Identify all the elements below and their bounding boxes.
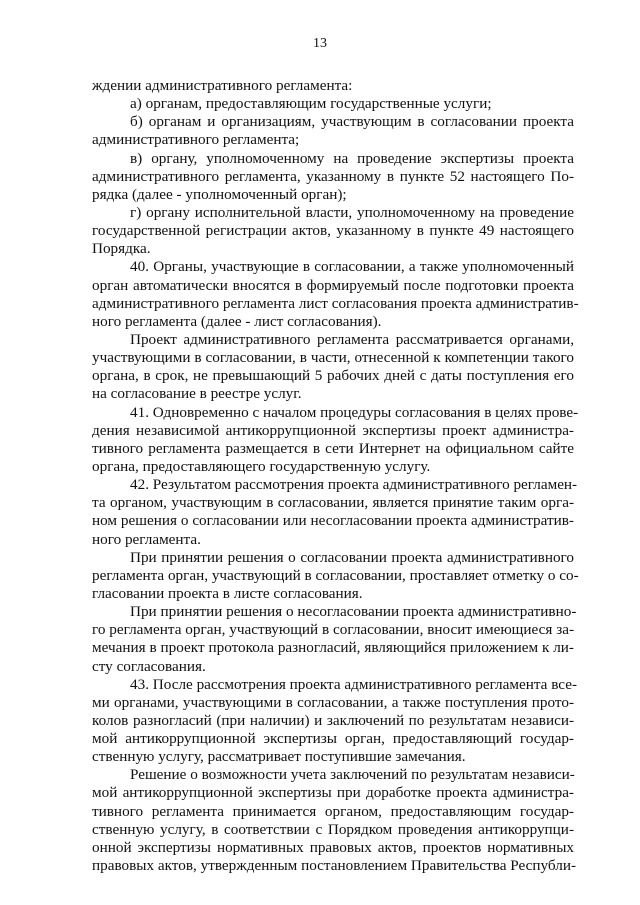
text-line: тивного регламента размещается в сети Интернет на официальном сайте — [92, 439, 574, 457]
text-line: государственной регистрации актов, указанному в пункте 49 настоящего — [92, 222, 574, 240]
text-line: орган автоматически вносятся в формируемый после подготовки проекта — [92, 276, 574, 294]
text-line: мой антикоррупционной экспертизы при доработке проекта администра- — [92, 784, 574, 802]
text-line: При принятии решения о согласовании проекта административного — [130, 548, 574, 566]
text-line: мечания в проект протокола разногласий, являющийся приложением к ли- — [92, 639, 574, 657]
text-line: 40. Органы, участвующие в согласовании, а также уполномоченный — [130, 258, 574, 276]
text-line: в) органу, уполномоченному на проведение экспертизы проекта — [130, 149, 574, 167]
text-line: а) органам, предоставляющим государственные услуги; — [130, 95, 492, 113]
text-line: тивного регламента принимается органом, предоставляющим государ- — [92, 802, 574, 820]
text-line: органа, в срок, не превышающий 5 рабочих дней с даты поступления его — [92, 367, 574, 385]
text-line: мой антикоррупционной экспертизы орган, предоставляющий государ- — [92, 730, 574, 748]
text-line: б) органам и организациям, участвующим в согласовании проекта — [130, 113, 574, 131]
text-line: на согласование в реестре услуг. — [92, 385, 302, 403]
text-line: гласовании проекта в листе согласования. — [92, 584, 363, 602]
text-line: правовых актов, утвержденным постановлением Правительства Республи- — [92, 857, 577, 875]
document-body — [92, 77, 579, 875]
text-line: При принятии решения о несогласовании проекта административно- — [130, 603, 577, 621]
text-line: Проект административного регламента рассматривается органами, — [130, 330, 574, 348]
text-line: ждении административного регламента: — [92, 77, 353, 94]
text-line: ственную услугу, рассматривает поступившие замечания. — [92, 748, 466, 766]
text-line: ном решения о согласовании или несогласовании проекта административ- — [92, 512, 574, 530]
text-line: административного регламента; — [92, 131, 300, 149]
text-line: ного регламента (далее - лист согласования). — [92, 312, 382, 330]
text-line: административного регламента, указанному в пункте 52 настоящего По- — [92, 167, 574, 185]
text-line: г) органу исполнительной власти, уполномоченному на проведение — [130, 203, 574, 221]
text-line: ного регламента. — [92, 530, 201, 548]
text-line: сту согласования. — [92, 657, 206, 675]
text-line: рядка (далее - уполномоченный орган); — [92, 185, 347, 203]
text-line: 43. После рассмотрения проекта административного регламента все- — [130, 675, 577, 693]
text-line: колов разногласий (при наличии) и заключений по результатам независи- — [92, 711, 574, 729]
page-number: 13 — [313, 36, 327, 51]
text-line: онной экспертизы нормативных правовых актов, проектов нормативных — [92, 838, 574, 856]
text-line: та органом, участвующим в согласовании, является принятие таким орга- — [92, 494, 574, 512]
text-line: участвующими в согласовании, в части, отнесенной к компетенции такого — [92, 349, 574, 367]
text-line: дения независимой антикоррупционной экспертизы проект администра- — [92, 421, 574, 439]
text-line: ми органами, участвующими в согласовании, а также поступления прото- — [92, 693, 574, 711]
text-line: Решение о возможности учета заключений по результатам независи- — [130, 766, 575, 784]
text-line: регламента орган, участвующий в согласовании, проставляет отметку о со- — [92, 566, 579, 584]
text-line: го регламента орган, участвующий в согласовании, вносит имеющиеся за- — [92, 621, 574, 639]
text-line: ственную услугу, в соответствии с Порядком проведения антикоррупци- — [92, 820, 574, 838]
text-line: органа, предоставляющего государственную услугу. — [92, 457, 431, 475]
text-line: 41. Одновременно с началом процедуры согласования в целях прове- — [130, 403, 579, 421]
text-line: административного регламента лист согласования проекта административ- — [92, 294, 579, 312]
text-line: Порядка. — [92, 240, 151, 258]
text-line: 42. Результатом рассмотрения проекта административного регламен- — [130, 476, 578, 494]
